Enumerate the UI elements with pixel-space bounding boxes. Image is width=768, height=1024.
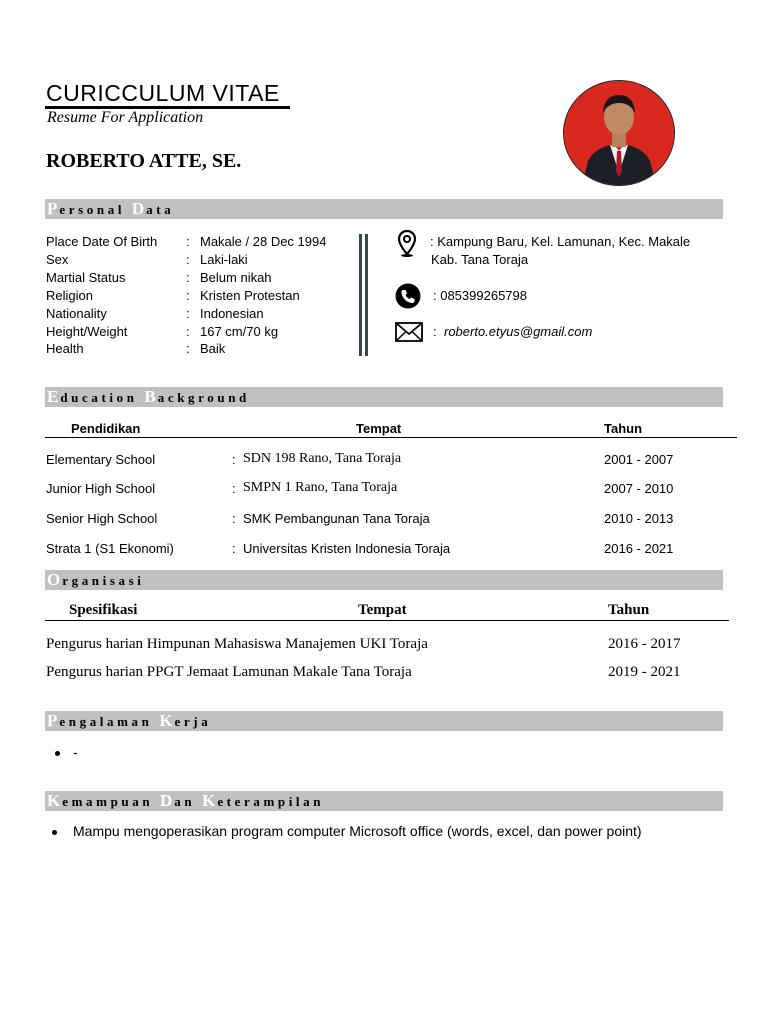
label-birth: Place Date Of Birth: [46, 234, 158, 249]
table-header-rule: [45, 437, 737, 438]
label-nationality: Nationality: [46, 306, 107, 321]
list-item: Mampu mengoperasikan program computer Microsoft office (words, excel, dan power point): [73, 823, 642, 839]
education-years: 2007 - 2010: [604, 481, 674, 496]
bullet-icon: [55, 751, 60, 756]
label-sex: Sex: [46, 252, 69, 267]
column-header-pendidikan: Pendidikan: [71, 421, 141, 436]
value-religion: Kristen Protestan: [200, 288, 300, 303]
phone-icon: [395, 283, 421, 309]
label-religion: Religion: [46, 288, 93, 303]
value-health: Baik: [200, 341, 226, 356]
value-birth: Makale / 28 Dec 1994: [200, 234, 327, 249]
address-line-2: Kab. Tana Toraja: [431, 252, 529, 267]
cv-subtitle: Resume For Application: [47, 109, 204, 126]
value-sex: Laki-laki: [200, 252, 248, 267]
section-header-organisasi: Organisasi: [45, 570, 723, 590]
colon: :: [186, 306, 190, 321]
colon: :: [232, 511, 236, 526]
label-marital-status: Martial Status: [46, 270, 126, 285]
person-portrait-icon: [564, 81, 674, 185]
colon: :: [186, 288, 190, 303]
education-place: Universitas Kristen Indonesia Toraja: [243, 541, 451, 556]
location-pin-icon: [397, 230, 417, 258]
organisasi-item: Pengurus harian PPGT Jemaat Lamunan Makale Tana Toraja: [46, 664, 412, 680]
label-height-weight: Height/Weight: [46, 324, 128, 339]
candidate-name: ROBERTO ATTE, SE.: [46, 150, 242, 172]
colon: :: [232, 541, 236, 556]
column-header-tempat: Tempat: [356, 421, 402, 436]
colon: :: [186, 252, 190, 267]
colon: :: [186, 234, 190, 249]
address-line-1: : Kampung Baru, Kel. Lamunan, Kec. Makale: [430, 234, 691, 249]
colon: :: [186, 270, 190, 285]
education-place: SDN 198 Rano, Tana Toraja: [243, 451, 402, 466]
profile-photo: [563, 80, 675, 186]
email-icon: [395, 322, 423, 342]
education-level: Senior High School: [46, 511, 158, 526]
value-nationality: Indonesian: [200, 306, 264, 321]
list-item: -: [73, 744, 78, 760]
divider-bar: [359, 234, 362, 356]
organisasi-years: 2016 - 2017: [608, 636, 681, 652]
divider-bar: [365, 234, 368, 356]
section-header-personal-data: Personal Data: [45, 199, 723, 219]
label-health: Health: [46, 341, 84, 356]
phone-number: : 085399265798: [433, 288, 527, 303]
education-years: 2001 - 2007: [604, 452, 674, 467]
table-header-rule: [45, 620, 729, 621]
cv-title: CURICCULUM VITAE: [46, 80, 280, 106]
colon: :: [186, 324, 190, 339]
section-header-pengalaman-kerja: Pengalaman Kerja: [45, 711, 723, 731]
colon: :: [186, 341, 190, 356]
education-level: Elementary School: [46, 452, 156, 467]
education-place: SMPN 1 Rano, Tana Toraja: [243, 480, 398, 495]
column-header-tahun: Tahun: [608, 602, 650, 618]
column-header-spesifikasi: Spesifikasi: [69, 602, 138, 618]
colon: :: [232, 452, 236, 467]
section-header-education: Education Background: [45, 387, 723, 407]
value-marital-status: Belum nikah: [200, 270, 272, 285]
education-years: 2016 - 2021: [604, 541, 674, 556]
organisasi-years: 2019 - 2021: [608, 664, 681, 680]
education-level: Junior High School: [46, 481, 156, 496]
value-height-weight: 167 cm/70 kg: [200, 324, 279, 339]
email-colon: :: [433, 324, 437, 339]
column-header-tahun: Tahun: [604, 421, 643, 436]
section-header-kemampuan: Kemampuan Dan Keterampilan: [45, 791, 723, 811]
colon: :: [232, 481, 236, 496]
education-level: Strata 1 (S1 Ekonomi): [46, 541, 174, 556]
education-place: SMK Pembangunan Tana Toraja: [243, 511, 430, 526]
bullet-icon: [52, 830, 57, 835]
organisasi-item: Pengurus harian Himpunan Mahasiswa Manajemen UKI Toraja: [46, 636, 428, 652]
education-years: 2010 - 2013: [604, 511, 674, 526]
column-header-tempat: Tempat: [358, 602, 407, 618]
email-address: roberto.etyus@gmail.com: [444, 324, 593, 339]
